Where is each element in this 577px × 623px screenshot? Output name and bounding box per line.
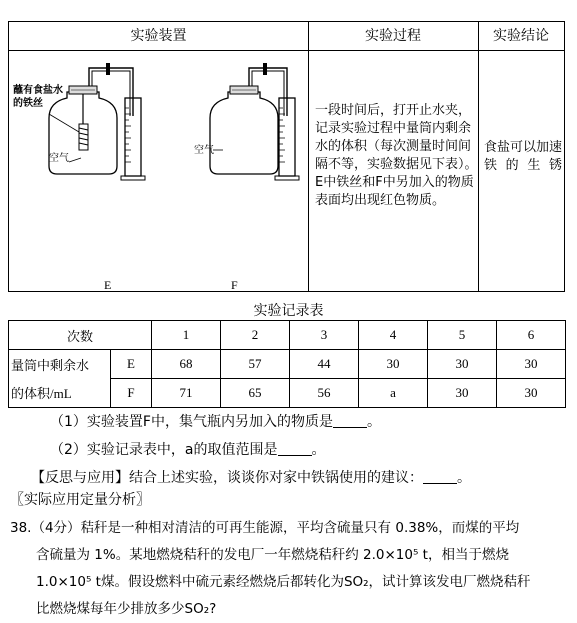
record-table — [8, 320, 566, 408]
question-38-line-3: 1.0×10⁵ t煤。假设燃料中硫元素经燃烧后都转化为SO₂，试计算该发电厂燃烧秸秆 — [36, 574, 531, 590]
question-1-text: （1）实验装置F中，集气瓶内另加入的物质是 — [50, 414, 333, 430]
record-table-title: 实验记录表 — [253, 303, 324, 319]
question-2-end: 。 — [311, 442, 326, 458]
question-38-line-1: 38.（4分）秸秆是一种相对清洁的可再生能源，平均含硫量只有 0.38%，而煤的平均 — [10, 520, 520, 536]
column-header: 4 — [359, 321, 428, 350]
column-header: 1 — [152, 321, 221, 350]
header-process: 实验过程 — [365, 28, 421, 44]
reflection-end: 。 — [457, 470, 471, 486]
row-label-unit: 的体积/mL — [9, 379, 111, 408]
row-key: E — [111, 350, 152, 379]
table-cell: a — [359, 379, 428, 408]
table-cell: 30 — [428, 379, 497, 408]
question-1 — [50, 412, 381, 432]
table-cell: 65 — [221, 379, 290, 408]
process-text: 一段时间后，打开止水夹，记录实验过程中量筒内剩余水的体积（每次测量时间间隔不等，实验数据见下表）。E中铁丝和F中另加入的物质表面均出现红色物质。 — [315, 103, 478, 208]
column-divider-1 — [308, 22, 309, 291]
column-header: 2 — [221, 321, 290, 350]
table-cell: 71 — [152, 379, 221, 408]
table-cell: 57 — [221, 350, 290, 379]
answer-blank-2[interactable] — [278, 441, 312, 456]
reflection-question — [31, 468, 471, 488]
table-cell: 30 — [497, 379, 566, 408]
column-header: 6 — [497, 321, 566, 350]
header-conclusion: 实验结论 — [493, 28, 549, 44]
column-header: 5 — [428, 321, 497, 350]
table-cell: 30 — [497, 350, 566, 379]
question-38-line-2: 含硫量为 1%。某地燃烧秸秆的发电厂一年燃烧秸秆约 2.0×10⁵ t，相当于燃烧 — [36, 547, 509, 563]
question-2 — [50, 440, 326, 460]
table-cell: 44 — [290, 350, 359, 379]
table-cell: 30 — [359, 350, 428, 379]
air-label-e: 空气 — [49, 153, 69, 164]
answer-blank-1[interactable] — [333, 413, 367, 428]
row-label: 量筒中剩余水 — [9, 350, 111, 379]
apparatus-label-f: F — [231, 278, 238, 292]
header-divider — [9, 50, 564, 51]
question-1-end: 。 — [366, 414, 381, 430]
apparatus-table — [8, 21, 565, 292]
row-key: F — [111, 379, 152, 408]
apparatus-f-drawing — [210, 63, 299, 180]
table-cell: 68 — [152, 350, 221, 379]
conclusion-text: 食盐可以加速铁的生锈 — [484, 140, 563, 173]
reflection-text: 【反思与应用】结合上述实验，谈谈你对家中铁锅使用的建议： — [31, 470, 423, 486]
air-label-f: 空气 — [194, 145, 214, 156]
section-heading: 〖实际应用定量分析〗 — [10, 492, 150, 508]
header-apparatus: 实验装置 — [130, 28, 187, 44]
table-row — [9, 379, 566, 408]
salt-wire-label: 蘸有食盐水的铁丝 — [13, 85, 63, 109]
count-header: 次数 — [9, 321, 152, 350]
answer-blank-3[interactable] — [423, 469, 457, 484]
column-header: 3 — [290, 321, 359, 350]
table-header-row — [9, 321, 566, 350]
table-row — [9, 350, 566, 379]
question-38-line-4: 比燃烧煤每年少排放多少SO₂? — [36, 601, 217, 617]
question-2-text: （2）实验记录表中，a的取值范围是 — [50, 442, 278, 458]
apparatus-label-e: E — [104, 278, 112, 292]
table-cell: 30 — [428, 350, 497, 379]
table-cell: 56 — [290, 379, 359, 408]
